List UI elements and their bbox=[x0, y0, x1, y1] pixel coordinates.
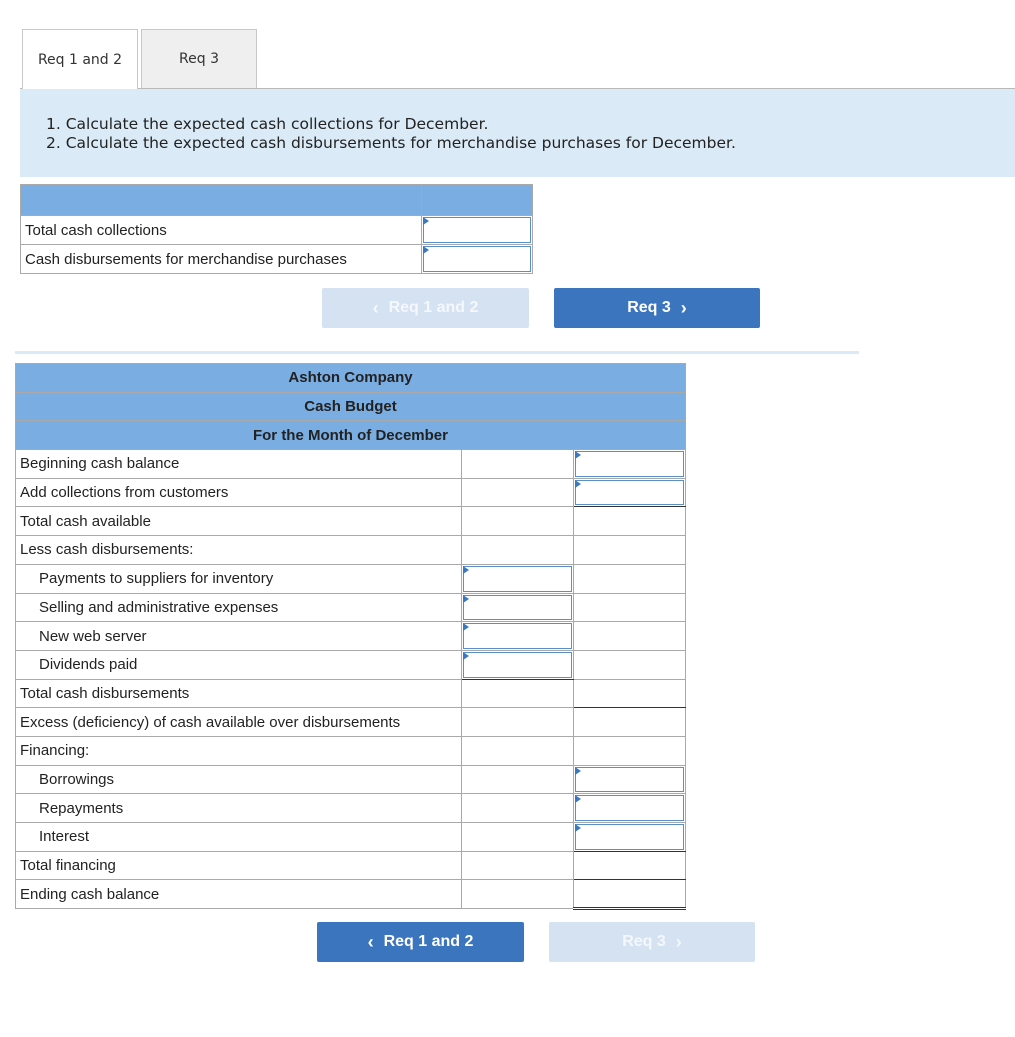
answer-cell bbox=[462, 564, 574, 593]
answer-cell bbox=[462, 622, 574, 651]
empty-cell bbox=[462, 536, 574, 565]
input-flag-icon bbox=[423, 217, 429, 225]
empty-cell bbox=[462, 450, 574, 479]
table-row bbox=[16, 851, 686, 880]
empty-cell bbox=[574, 564, 686, 593]
instruction-item: 2. Calculate the expected cash disbursements for merchandise purchases for December. bbox=[46, 134, 736, 152]
table-row bbox=[16, 708, 686, 737]
button-label: Req 3 bbox=[627, 299, 671, 316]
empty-cell bbox=[462, 736, 574, 765]
tab-label: Req 1 and 2 bbox=[37, 51, 123, 68]
table-row bbox=[16, 536, 686, 565]
instructions-list bbox=[46, 115, 1015, 153]
answer-cell bbox=[574, 765, 686, 794]
interest-input[interactable] bbox=[575, 824, 684, 850]
input-flag-icon bbox=[575, 824, 581, 832]
chevron-left-icon: ‹ bbox=[372, 297, 379, 318]
table-row bbox=[16, 765, 686, 794]
answer-cell bbox=[422, 245, 533, 274]
table-row bbox=[21, 216, 533, 245]
req12-answer-table bbox=[20, 184, 533, 274]
row-label: Dividends paid bbox=[16, 650, 462, 679]
row-label: Beginning cash balance bbox=[16, 450, 462, 479]
row-label: Total cash collections bbox=[21, 216, 422, 245]
table-row bbox=[16, 564, 686, 593]
empty-cell bbox=[462, 478, 574, 507]
instruction-item: 1. Calculate the expected cash collections for December. bbox=[46, 115, 489, 133]
table-row bbox=[16, 450, 686, 479]
input-flag-icon bbox=[575, 767, 581, 775]
input-flag-icon bbox=[423, 246, 429, 254]
next-req-button-bottom[interactable] bbox=[549, 922, 755, 962]
empty-cell bbox=[462, 851, 574, 880]
budget-period: For the Month of December bbox=[16, 421, 686, 450]
selling-admin-input[interactable] bbox=[463, 595, 572, 621]
payments-suppliers-input[interactable] bbox=[463, 566, 572, 592]
input-flag-icon bbox=[463, 595, 469, 603]
row-label: Selling and administrative expenses bbox=[16, 593, 462, 622]
prev-req-button-bottom[interactable] bbox=[317, 922, 524, 962]
button-label: Req 3 bbox=[622, 933, 666, 950]
table-row bbox=[16, 650, 686, 679]
repayments-input[interactable] bbox=[575, 795, 684, 821]
next-req-button[interactable] bbox=[554, 288, 760, 328]
dividends-input[interactable] bbox=[463, 652, 572, 678]
row-label: Less cash disbursements: bbox=[16, 536, 462, 565]
computed-cell bbox=[574, 507, 686, 536]
answer-cell bbox=[422, 216, 533, 245]
total-cash-collections-input[interactable] bbox=[423, 217, 531, 243]
row-label: Financing: bbox=[16, 736, 462, 765]
prev-req-button[interactable] bbox=[322, 288, 529, 328]
input-flag-icon bbox=[463, 566, 469, 574]
table-row bbox=[21, 245, 533, 274]
table-row bbox=[16, 679, 686, 708]
input-flag-icon bbox=[463, 623, 469, 631]
row-label: New web server bbox=[16, 622, 462, 651]
empty-cell bbox=[462, 507, 574, 536]
empty-cell bbox=[574, 650, 686, 679]
answer-cell bbox=[462, 650, 574, 679]
button-label: Req 1 and 2 bbox=[388, 299, 479, 316]
tab-label: Req 3 bbox=[179, 51, 219, 67]
empty-cell bbox=[462, 708, 574, 737]
table-row bbox=[16, 794, 686, 823]
button-label: Req 1 and 2 bbox=[383, 933, 474, 950]
empty-cell bbox=[574, 736, 686, 765]
answer-cell bbox=[574, 823, 686, 852]
empty-cell bbox=[462, 765, 574, 794]
empty-cell bbox=[574, 536, 686, 565]
row-label: Total cash disbursements bbox=[16, 679, 462, 708]
input-flag-icon bbox=[575, 480, 581, 488]
computed-cell bbox=[574, 851, 686, 880]
empty-cell bbox=[462, 794, 574, 823]
input-flag-icon bbox=[575, 795, 581, 803]
budget-title-row bbox=[16, 392, 686, 421]
budget-title-row bbox=[16, 421, 686, 450]
budget-title: Cash Budget bbox=[16, 392, 686, 421]
table-row bbox=[16, 823, 686, 852]
web-server-input[interactable] bbox=[463, 623, 572, 649]
table-header-cell bbox=[422, 185, 533, 216]
chevron-right-icon: › bbox=[675, 931, 682, 952]
table-header-cell bbox=[21, 185, 422, 216]
input-flag-icon bbox=[575, 451, 581, 459]
tab-req-3[interactable] bbox=[141, 29, 257, 88]
borrowings-input[interactable] bbox=[575, 767, 684, 793]
row-label: Total financing bbox=[16, 851, 462, 880]
row-label: Borrowings bbox=[16, 765, 462, 794]
computed-cell bbox=[574, 679, 686, 708]
company-name: Ashton Company bbox=[16, 364, 686, 393]
input-flag-icon bbox=[463, 652, 469, 660]
row-label: Excess (deficiency) of cash available over disbursements bbox=[16, 708, 462, 737]
table-row bbox=[16, 478, 686, 507]
row-label: Add collections from customers bbox=[16, 478, 462, 507]
answer-cell bbox=[574, 794, 686, 823]
beginning-cash-input[interactable] bbox=[575, 451, 684, 477]
budget-title-row bbox=[16, 364, 686, 393]
empty-cell bbox=[574, 622, 686, 651]
table-row bbox=[16, 593, 686, 622]
table-row bbox=[16, 880, 686, 909]
row-label: Total cash available bbox=[16, 507, 462, 536]
computed-cell bbox=[574, 880, 686, 909]
chevron-left-icon: ‹ bbox=[367, 931, 374, 952]
empty-cell bbox=[462, 823, 574, 852]
row-label: Payments to suppliers for inventory bbox=[16, 564, 462, 593]
instructions-panel bbox=[20, 89, 1015, 177]
row-label: Interest bbox=[16, 823, 462, 852]
row-label: Cash disbursements for merchandise purchases bbox=[21, 245, 422, 274]
section-divider bbox=[15, 351, 859, 354]
tab-req-1-and-2[interactable] bbox=[22, 29, 138, 89]
computed-cell bbox=[574, 708, 686, 737]
chevron-right-icon: › bbox=[680, 297, 687, 318]
merchandise-disbursements-input[interactable] bbox=[423, 246, 531, 272]
row-label: Repayments bbox=[16, 794, 462, 823]
answer-cell bbox=[574, 478, 686, 507]
table-header-row bbox=[21, 185, 533, 216]
answer-cell bbox=[462, 593, 574, 622]
empty-cell bbox=[462, 679, 574, 708]
answer-cell bbox=[574, 450, 686, 479]
table-row bbox=[16, 622, 686, 651]
empty-cell bbox=[574, 593, 686, 622]
table-row bbox=[16, 736, 686, 765]
cash-budget-table bbox=[15, 363, 686, 910]
collections-input[interactable] bbox=[575, 480, 684, 506]
row-label: Ending cash balance bbox=[16, 880, 462, 909]
empty-cell bbox=[462, 880, 574, 909]
table-row bbox=[16, 507, 686, 536]
